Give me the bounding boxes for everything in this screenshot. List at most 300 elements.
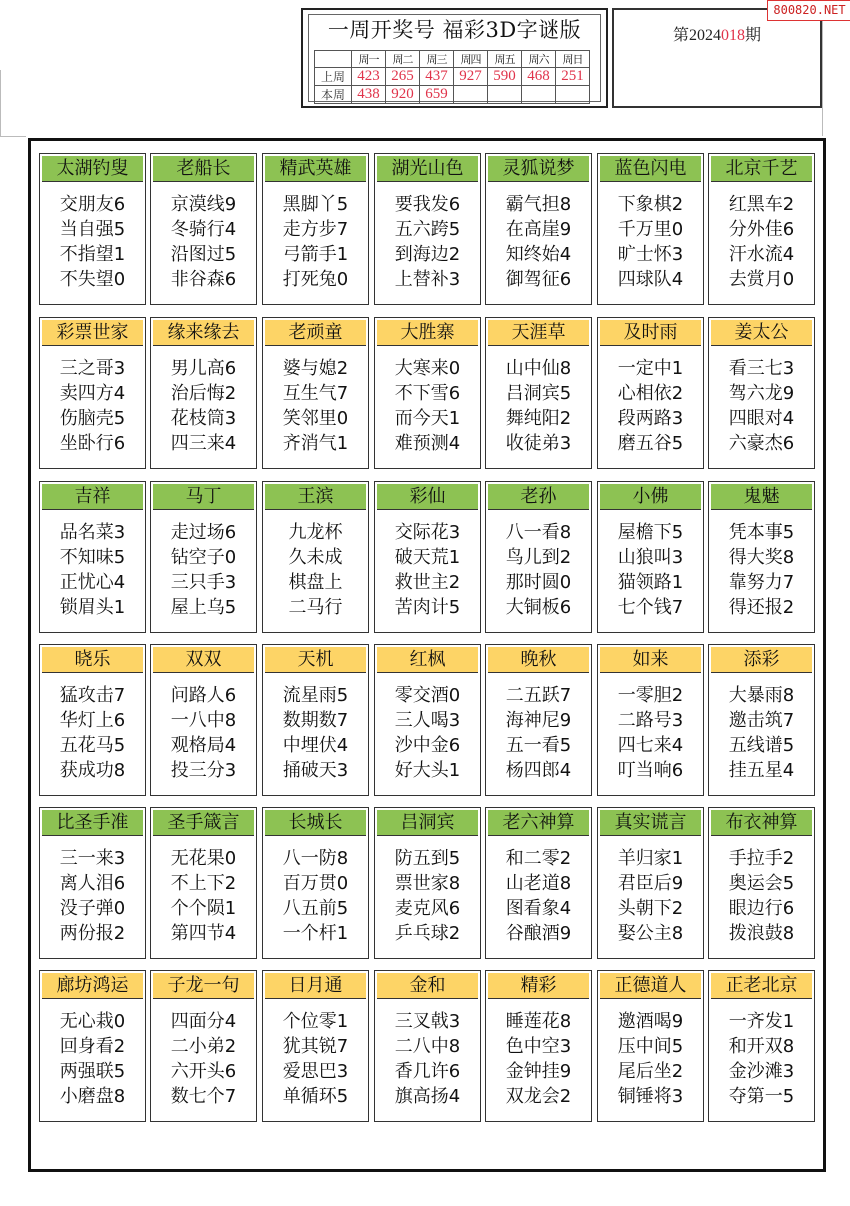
riddle-card	[597, 481, 704, 633]
result-cell	[454, 86, 488, 104]
result-cell: 251	[556, 68, 590, 86]
riddle-line: 数七个7	[170, 1086, 237, 1107]
card-lines	[151, 192, 256, 292]
card-lines	[709, 1009, 814, 1109]
day-header: 周四	[454, 51, 488, 68]
card-title: 北京千艺	[711, 156, 812, 182]
riddle-line: 个个陨1	[170, 898, 237, 919]
riddle-card	[374, 970, 481, 1122]
riddle-card	[597, 970, 704, 1122]
riddle-card	[597, 644, 704, 796]
riddle-line: 四七来4	[617, 735, 684, 756]
corner-cell	[315, 51, 352, 68]
card-lines	[375, 1009, 480, 1109]
riddle-line: 霸气担8	[505, 194, 572, 215]
card-lines	[40, 683, 145, 783]
card-lines	[709, 846, 814, 946]
riddle-line: 红黑车2	[728, 194, 795, 215]
riddle-line: 海神尼9	[505, 710, 572, 731]
riddle-card	[150, 153, 257, 305]
card-title: 小佛	[600, 484, 701, 510]
card-title: 缘来缘去	[153, 320, 254, 346]
riddle-line: 夺第一5	[728, 1086, 795, 1107]
riddle-line: 二五跃7	[505, 685, 572, 706]
riddle-card	[708, 644, 815, 796]
riddle-line: 段两路3	[617, 408, 684, 429]
riddle-card	[708, 481, 815, 633]
riddle-line: 三人喝3	[394, 710, 461, 731]
day-header: 周日	[556, 51, 590, 68]
riddle-card	[39, 153, 146, 305]
card-title: 精武英雄	[265, 156, 366, 182]
riddle-card	[485, 153, 592, 305]
this-week-row	[315, 86, 590, 104]
riddle-card	[374, 481, 481, 633]
riddle-line: 离人泪6	[59, 873, 126, 894]
riddle-line: 娶公主8	[617, 923, 684, 944]
riddle-card	[485, 807, 592, 959]
riddle-line: 大铜板6	[505, 597, 572, 618]
riddle-line: 好大头1	[394, 760, 461, 781]
riddle-line: 四球队4	[617, 269, 684, 290]
day-header: 周五	[488, 51, 522, 68]
card-title: 及时雨	[600, 320, 701, 346]
riddle-line: 无花果0	[170, 848, 237, 869]
card-lines	[598, 192, 703, 292]
issue-prefix: 第2024	[672, 27, 721, 44]
riddle-line: 羊归家1	[617, 848, 684, 869]
riddle-line: 磨五谷5	[617, 433, 684, 454]
riddle-line: 邀击筑7	[728, 710, 795, 731]
issue-suffix: 期	[745, 27, 762, 44]
weekly-results-table	[314, 50, 590, 104]
issue-number-box	[612, 8, 822, 108]
riddle-line: 黑脚丫5	[282, 194, 349, 215]
riddle-line: 靠努力7	[728, 572, 795, 593]
riddle-line: 捅破天3	[282, 760, 349, 781]
riddle-line: 御驾征6	[505, 269, 572, 290]
last-week-row	[315, 68, 590, 86]
riddle-line: 伤脑壳5	[59, 408, 126, 429]
card-lines	[151, 356, 256, 456]
riddle-line: 要我发6	[394, 194, 461, 215]
riddle-line: 山老道8	[505, 873, 572, 894]
card-title: 双双	[153, 647, 254, 673]
riddle-line: 五花马5	[59, 735, 126, 756]
riddle-line: 谷酿酒9	[505, 923, 572, 944]
result-cell: 659	[420, 86, 454, 104]
riddle-line: 流星雨5	[282, 685, 349, 706]
riddle-line: 不指望1	[59, 244, 126, 265]
riddle-line: 六豪杰6	[728, 433, 795, 454]
card-title: 彩票世家	[42, 320, 143, 346]
riddle-line: 互生气7	[282, 383, 349, 404]
card-title: 精彩	[488, 973, 589, 999]
issue-number-value: 018	[721, 27, 745, 44]
riddle-grid-frame	[28, 138, 826, 1172]
riddle-card	[597, 317, 704, 469]
card-title: 正老北京	[711, 973, 812, 999]
riddle-line: 得大奖8	[728, 547, 795, 568]
card-lines	[709, 520, 814, 620]
riddle-line: 金钟挂9	[505, 1061, 572, 1082]
result-cell: 920	[386, 86, 420, 104]
riddle-line: 当自强5	[59, 219, 126, 240]
header-title: 一周开奖号 福彩3D字谜版	[327, 18, 582, 42]
riddle-line: 小磨盘8	[59, 1086, 126, 1107]
riddle-card	[262, 153, 369, 305]
riddle-line: 图看象4	[505, 898, 572, 919]
card-title: 正德道人	[600, 973, 701, 999]
riddle-line: 乒乓球2	[394, 923, 461, 944]
card-lines	[598, 1009, 703, 1109]
riddle-line: 防五到5	[394, 848, 461, 869]
card-lines	[263, 846, 368, 946]
card-lines	[151, 683, 256, 783]
riddle-card	[708, 807, 815, 959]
card-lines	[598, 356, 703, 456]
riddle-line: 上替补3	[394, 269, 461, 290]
riddle-line: 叮当响6	[617, 760, 684, 781]
card-lines	[151, 1009, 256, 1109]
riddle-line: 二马行	[288, 597, 343, 618]
card-lines	[151, 846, 256, 946]
riddle-line: 铜锤将3	[617, 1086, 684, 1107]
watermark: 800820.NET	[767, 0, 850, 21]
riddle-line: 难预测4	[394, 433, 461, 454]
riddle-line: 棋盘上	[288, 572, 343, 593]
day-header: 周三	[420, 51, 454, 68]
riddle-line: 正忧心4	[59, 572, 126, 593]
riddle-line: 个位零1	[282, 1011, 349, 1032]
riddle-line: 男儿高6	[170, 358, 237, 379]
riddle-line: 不下雪6	[394, 383, 461, 404]
card-lines	[375, 683, 480, 783]
riddle-card	[708, 153, 815, 305]
riddle-line: 那时圆0	[505, 572, 572, 593]
riddle-line: 奥运会5	[728, 873, 795, 894]
riddle-line: 一齐发1	[728, 1011, 795, 1032]
riddle-line: 旗高扬4	[394, 1086, 461, 1107]
card-title: 天机	[265, 647, 366, 673]
card-title: 晓乐	[42, 647, 143, 673]
riddle-line: 分外佳6	[728, 219, 795, 240]
card-lines	[263, 520, 368, 620]
riddle-line: 大暴雨8	[728, 685, 795, 706]
riddle-card	[708, 970, 815, 1122]
card-title: 如来	[600, 647, 701, 673]
riddle-line: 挂五星4	[728, 760, 795, 781]
riddle-card	[374, 807, 481, 959]
riddle-line: 八五前5	[282, 898, 349, 919]
riddle-card	[262, 644, 369, 796]
card-title: 吕洞宾	[377, 810, 478, 836]
riddle-line: 治后悔2	[170, 383, 237, 404]
riddle-line: 双龙会2	[505, 1086, 572, 1107]
riddle-line: 和开双8	[728, 1036, 795, 1057]
left-edge-line	[0, 70, 1, 136]
riddle-line: 中埋伏4	[282, 735, 349, 756]
riddle-line: 香几许6	[394, 1061, 461, 1082]
card-title: 太湖钓叟	[42, 156, 143, 182]
riddle-line: 得还报2	[728, 597, 795, 618]
riddle-line: 品名菜3	[59, 522, 126, 543]
riddle-line: 猛攻击7	[59, 685, 126, 706]
riddle-line: 猫领路1	[617, 572, 684, 593]
riddle-line: 君臣后9	[617, 873, 684, 894]
riddle-line: 救世主2	[394, 572, 461, 593]
riddle-line: 屋上乌5	[170, 597, 237, 618]
card-lines	[709, 192, 814, 292]
card-lines	[486, 1009, 591, 1109]
card-lines	[709, 356, 814, 456]
riddle-line: 杨四郎4	[505, 760, 572, 781]
issue-number	[614, 22, 820, 45]
riddle-card	[39, 807, 146, 959]
card-lines	[598, 683, 703, 783]
card-lines	[263, 192, 368, 292]
card-lines	[598, 846, 703, 946]
day-header: 周六	[522, 51, 556, 68]
riddle-card	[262, 317, 369, 469]
card-title: 晚秋	[488, 647, 589, 673]
riddle-card	[485, 970, 592, 1122]
riddle-line: 第四节4	[170, 923, 237, 944]
riddle-line: 四眼对4	[728, 408, 795, 429]
card-title: 金和	[377, 973, 478, 999]
riddle-line: 三只手3	[170, 572, 237, 593]
riddle-line: 在高崖9	[505, 219, 572, 240]
last-week-label: 上周	[315, 68, 352, 86]
result-cell: 590	[488, 68, 522, 86]
result-cell: 438	[352, 86, 386, 104]
riddle-line: 和二零2	[505, 848, 572, 869]
riddle-card	[374, 153, 481, 305]
riddle-line: 弓箭手1	[282, 244, 349, 265]
card-title: 湖光山色	[377, 156, 478, 182]
riddle-line: 知终始4	[505, 244, 572, 265]
riddle-line: 眼边行6	[728, 898, 795, 919]
riddle-card	[150, 970, 257, 1122]
card-title: 日月通	[265, 973, 366, 999]
riddle-line: 鸟儿到2	[505, 547, 572, 568]
card-lines	[40, 1009, 145, 1109]
card-lines	[375, 356, 480, 456]
riddle-line: 睡莲花8	[505, 1011, 572, 1032]
riddle-card	[150, 481, 257, 633]
table-header-row	[315, 51, 590, 68]
riddle-line: 色中空3	[505, 1036, 572, 1057]
riddle-line: 沿图过5	[170, 244, 237, 265]
riddle-line: 压中间5	[617, 1036, 684, 1057]
card-lines	[263, 683, 368, 783]
card-lines	[375, 192, 480, 292]
riddle-line: 尾后坐2	[617, 1061, 684, 1082]
riddle-card	[708, 317, 815, 469]
riddle-line: 两份报2	[59, 923, 126, 944]
riddle-card	[39, 970, 146, 1122]
result-cell: 437	[420, 68, 454, 86]
riddle-card	[39, 644, 146, 796]
card-lines	[486, 356, 591, 456]
riddle-line: 五六跨5	[394, 219, 461, 240]
riddle-line: 坐卧行6	[59, 433, 126, 454]
riddle-line: 三之哥3	[59, 358, 126, 379]
riddle-line: 京漠线9	[170, 194, 237, 215]
card-title: 布衣神算	[711, 810, 812, 836]
riddle-line: 不知味5	[59, 547, 126, 568]
card-title: 姜太公	[711, 320, 812, 346]
riddle-card	[374, 317, 481, 469]
riddle-line: 山中仙8	[505, 358, 572, 379]
riddle-line: 苦肉计5	[394, 597, 461, 618]
riddle-line: 旷士怀3	[617, 244, 684, 265]
riddle-line: 四面分4	[170, 1011, 237, 1032]
riddle-line: 凭本事5	[728, 522, 795, 543]
riddle-card	[597, 153, 704, 305]
riddle-line: 二八中8	[394, 1036, 461, 1057]
riddle-line: 麦克风6	[394, 898, 461, 919]
riddle-line: 一定中1	[617, 358, 684, 379]
riddle-line: 五一看5	[505, 735, 572, 756]
card-lines	[151, 520, 256, 620]
riddle-line: 六开头6	[170, 1061, 237, 1082]
riddle-line: 不失望0	[59, 269, 126, 290]
riddle-line: 获成功8	[59, 760, 126, 781]
riddle-line: 零交酒0	[394, 685, 461, 706]
riddle-line: 头朝下2	[617, 898, 684, 919]
card-title: 真实谎言	[600, 810, 701, 836]
result-cell	[556, 86, 590, 104]
draw-results-inner	[308, 14, 601, 102]
card-lines	[486, 520, 591, 620]
card-lines	[709, 683, 814, 783]
riddle-line: 无心栽0	[59, 1011, 126, 1032]
card-title: 子龙一句	[153, 973, 254, 999]
riddle-line: 二路号3	[617, 710, 684, 731]
riddle-line: 八一看8	[505, 522, 572, 543]
riddle-card	[150, 807, 257, 959]
riddle-card	[485, 317, 592, 469]
card-lines	[40, 192, 145, 292]
riddle-line: 汗水流4	[728, 244, 795, 265]
riddle-line: 交际花3	[394, 522, 461, 543]
card-title: 马丁	[153, 484, 254, 510]
riddle-line: 锁眉头1	[59, 597, 126, 618]
draw-results-header	[301, 8, 608, 108]
card-lines	[598, 520, 703, 620]
riddle-line: 票世家8	[394, 873, 461, 894]
riddle-line: 三一来3	[59, 848, 126, 869]
result-cell: 927	[454, 68, 488, 86]
riddle-line: 破天荒1	[394, 547, 461, 568]
card-lines	[486, 683, 591, 783]
riddle-line: 九龙杯	[288, 522, 343, 543]
riddle-card	[485, 481, 592, 633]
riddle-card	[39, 317, 146, 469]
card-title: 添彩	[711, 647, 812, 673]
riddle-line: 二小弟2	[170, 1036, 237, 1057]
riddle-line: 犹其锐7	[282, 1036, 349, 1057]
card-title: 长城长	[265, 810, 366, 836]
riddle-line: 七个钱7	[617, 597, 684, 618]
result-cell: 468	[522, 68, 556, 86]
riddle-line: 看三七3	[728, 358, 795, 379]
riddle-line: 单循环5	[282, 1086, 349, 1107]
result-cell	[488, 86, 522, 104]
riddle-line: 收徒弟3	[505, 433, 572, 454]
card-lines	[375, 846, 480, 946]
riddle-line: 去赏月0	[728, 269, 795, 290]
card-lines	[486, 846, 591, 946]
riddle-line: 两强联5	[59, 1061, 126, 1082]
riddle-line: 投三分3	[170, 760, 237, 781]
card-lines	[40, 356, 145, 456]
riddle-line: 走过场6	[170, 522, 237, 543]
card-title: 圣手箴言	[153, 810, 254, 836]
this-week-label: 本周	[315, 86, 352, 104]
riddle-line: 而今天1	[394, 408, 461, 429]
riddle-line: 拨浪鼓8	[728, 923, 795, 944]
card-lines	[263, 1009, 368, 1109]
riddle-line: 吕洞宾5	[505, 383, 572, 404]
riddle-line: 走方步7	[282, 219, 349, 240]
card-title: 王滨	[265, 484, 366, 510]
riddle-line: 花枝筒3	[170, 408, 237, 429]
riddle-line: 久未成	[288, 547, 343, 568]
riddle-card	[150, 317, 257, 469]
riddle-line: 一个杆1	[282, 923, 349, 944]
riddle-line: 不上下2	[170, 873, 237, 894]
riddle-line: 邀酒喝9	[617, 1011, 684, 1032]
result-cell: 423	[352, 68, 386, 86]
card-title: 老顽童	[265, 320, 366, 346]
riddle-line: 齐消气1	[282, 433, 349, 454]
card-lines	[375, 520, 480, 620]
card-title: 灵狐说梦	[488, 156, 589, 182]
riddle-line: 舞纯阳2	[505, 408, 572, 429]
day-header: 周一	[352, 51, 386, 68]
riddle-line: 手拉手2	[728, 848, 795, 869]
riddle-line: 驾六龙9	[728, 383, 795, 404]
card-title: 廊坊鸿运	[42, 973, 143, 999]
riddle-line: 笑邻里0	[282, 408, 349, 429]
riddle-line: 百万贯0	[282, 873, 349, 894]
card-lines	[486, 192, 591, 292]
card-title: 红枫	[377, 647, 478, 673]
card-title: 老船长	[153, 156, 254, 182]
riddle-card	[262, 481, 369, 633]
riddle-line: 没子弹0	[59, 898, 126, 919]
riddle-line: 金沙滩3	[728, 1061, 795, 1082]
riddle-line: 一八中8	[170, 710, 237, 731]
card-title: 比圣手准	[42, 810, 143, 836]
riddle-line: 爱思巴3	[282, 1061, 349, 1082]
riddle-line: 心相依2	[617, 383, 684, 404]
riddle-card	[485, 644, 592, 796]
card-lines	[40, 520, 145, 620]
card-lines	[263, 356, 368, 456]
riddle-line: 到海边2	[394, 244, 461, 265]
riddle-line: 观格局4	[170, 735, 237, 756]
riddle-line: 八一防8	[282, 848, 349, 869]
riddle-card	[150, 644, 257, 796]
left-edge-line-h	[0, 136, 26, 137]
card-title: 天涯草	[488, 320, 589, 346]
riddle-line: 交朋友6	[59, 194, 126, 215]
riddle-line: 非谷森6	[170, 269, 237, 290]
riddle-line: 三叉戟3	[394, 1011, 461, 1032]
